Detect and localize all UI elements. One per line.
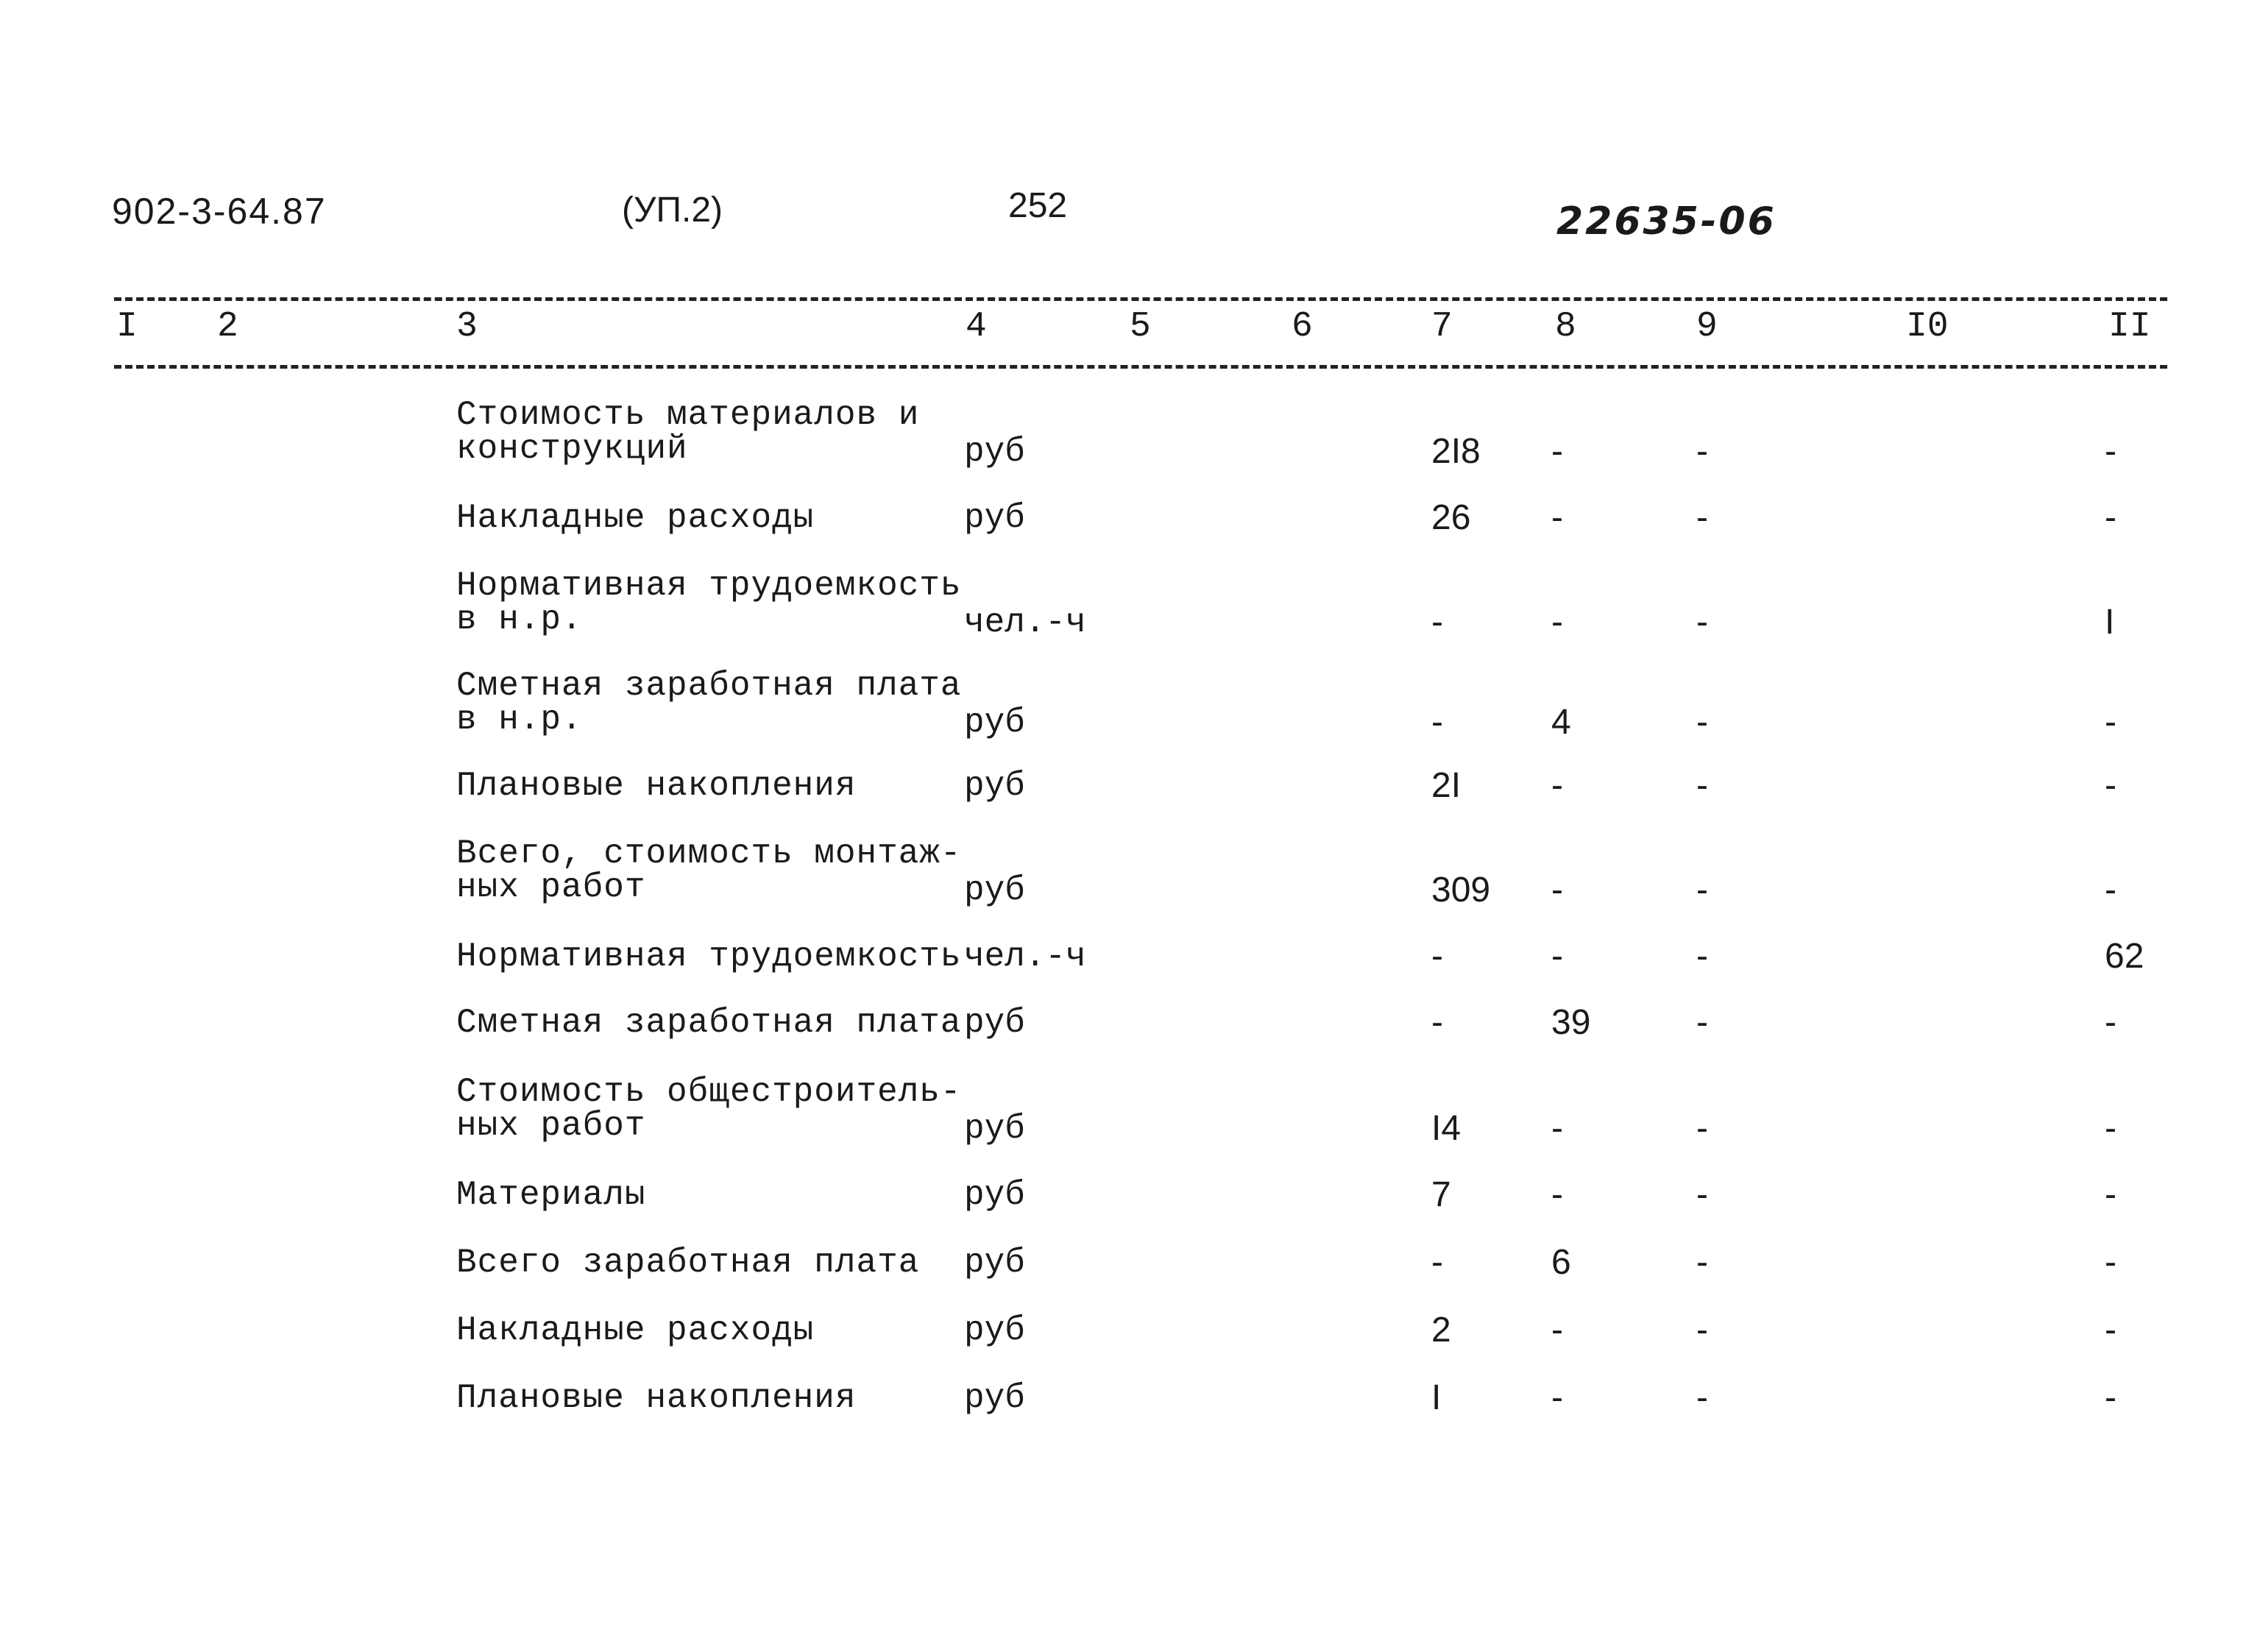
row-col8: - — [1551, 1311, 1563, 1350]
row-description-line1: Сметная заработная плата — [456, 667, 962, 705]
column-number-1: I — [116, 307, 138, 347]
row-description: Сметная заработная плата — [456, 1004, 962, 1042]
row-col9: - — [1696, 1311, 1708, 1350]
row-description-line2: ных работ — [456, 1107, 646, 1145]
section-reference: (УП.2) — [622, 191, 723, 230]
row-col11: - — [2105, 766, 2116, 805]
row-description-line2: в н.р. — [456, 701, 583, 739]
row-col8: - — [1551, 432, 1563, 471]
row-unit: руб — [964, 767, 1025, 805]
row-description: Плановые накопления — [456, 1379, 857, 1417]
row-col8: - — [1551, 1109, 1563, 1148]
row-col11: - — [2105, 1175, 2116, 1214]
row-col9: - — [1696, 766, 1708, 805]
row-col11: - — [2105, 1243, 2116, 1282]
row-col8: - — [1551, 603, 1563, 642]
row-col11: - — [2105, 1109, 2116, 1148]
row-description: Всего заработная плата — [456, 1244, 920, 1282]
row-col9: - — [1696, 1378, 1708, 1417]
column-number-6: 6 — [1292, 307, 1313, 347]
row-description-line1: Стоимость материалов и — [456, 396, 920, 434]
row-col9: - — [1696, 937, 1708, 976]
row-col7: 2I — [1431, 766, 1462, 805]
row-col11: - — [2105, 871, 2116, 910]
row-col11: - — [2105, 432, 2116, 471]
row-col7: - — [1431, 937, 1443, 976]
column-number-9: 9 — [1696, 307, 1718, 347]
table-header-top-rule — [114, 297, 2167, 301]
row-col7: 2I8 — [1431, 432, 1481, 471]
row-unit: руб — [964, 1379, 1025, 1417]
row-description-line1: Стоимость общестроитель- — [456, 1073, 962, 1111]
row-description: Плановые накопления — [456, 767, 857, 805]
row-unit: руб — [964, 499, 1025, 537]
row-col7: - — [1431, 603, 1443, 642]
row-col8: - — [1551, 498, 1563, 537]
row-unit: руб — [964, 1176, 1025, 1214]
column-number-8: 8 — [1555, 307, 1576, 347]
row-description: Накладные расходы — [456, 1311, 815, 1350]
row-col8: - — [1551, 871, 1563, 910]
row-col7: I4 — [1431, 1109, 1462, 1148]
row-unit: руб — [964, 1004, 1025, 1042]
row-description-line2: ных работ — [456, 868, 646, 907]
row-unit: руб — [964, 703, 1025, 742]
table-header-bottom-rule — [114, 365, 2167, 369]
row-description: Накладные расходы — [456, 499, 815, 537]
row-col7: 26 — [1431, 498, 1471, 537]
column-number-3: 3 — [456, 307, 478, 347]
row-col11: I — [2105, 603, 2115, 642]
row-col9: - — [1696, 703, 1708, 742]
column-number-10: I0 — [1906, 307, 1949, 347]
row-col8: - — [1551, 1175, 1563, 1214]
row-description-line1: Нормативная трудоемкость — [456, 567, 962, 605]
column-number-4: 4 — [966, 307, 987, 347]
row-col7: - — [1431, 703, 1443, 742]
row-col11: 62 — [2105, 937, 2144, 976]
row-col7: 7 — [1431, 1175, 1451, 1214]
row-unit: руб — [964, 1244, 1025, 1282]
row-col8: - — [1551, 1378, 1563, 1417]
row-col9: - — [1696, 1175, 1708, 1214]
document-code: 902-3-64.87 — [112, 191, 327, 232]
handwritten-stamp-number: 22635-06 — [1556, 199, 1777, 244]
row-col11: - — [2105, 498, 2116, 537]
row-unit: чел.-ч — [964, 603, 1086, 642]
column-number-5: 5 — [1130, 307, 1151, 347]
row-unit: руб — [964, 1311, 1025, 1350]
row-unit: руб — [964, 871, 1025, 910]
row-unit: чел.-ч — [964, 937, 1086, 976]
row-col7: 2 — [1431, 1311, 1451, 1350]
row-unit: руб — [964, 433, 1025, 471]
row-col8: 39 — [1551, 1003, 1591, 1042]
column-number-7: 7 — [1431, 307, 1453, 347]
row-col8: - — [1551, 766, 1563, 805]
row-col9: - — [1696, 498, 1708, 537]
row-col11: - — [2105, 1311, 2116, 1350]
row-col9: - — [1696, 1003, 1708, 1042]
row-description-line2: конструкций — [456, 430, 688, 468]
column-number-11: II — [2108, 307, 2151, 347]
row-col8: 4 — [1551, 703, 1571, 742]
row-col9: - — [1696, 1243, 1708, 1282]
row-col9: - — [1696, 1109, 1708, 1148]
row-description: Нормативная трудоемкость — [456, 937, 962, 976]
row-col8: 6 — [1551, 1243, 1571, 1282]
column-number-2: 2 — [217, 307, 238, 347]
row-description-line1: Всего, стоимость монтаж- — [456, 834, 962, 873]
row-description: Материалы — [456, 1176, 646, 1214]
row-col11: - — [2105, 703, 2116, 742]
row-col7: - — [1431, 1243, 1443, 1282]
row-col7: 309 — [1431, 871, 1491, 910]
row-unit: руб — [964, 1110, 1025, 1148]
row-col8: - — [1551, 937, 1563, 976]
row-col11: - — [2105, 1003, 2116, 1042]
row-col9: - — [1696, 432, 1708, 471]
row-col9: - — [1696, 871, 1708, 910]
row-col9: - — [1696, 603, 1708, 642]
row-col7: I — [1431, 1378, 1442, 1417]
row-col11: - — [2105, 1378, 2116, 1417]
row-description-line2: в н.р. — [456, 600, 583, 639]
page-number: 252 — [1008, 186, 1068, 225]
row-col7: - — [1431, 1003, 1443, 1042]
